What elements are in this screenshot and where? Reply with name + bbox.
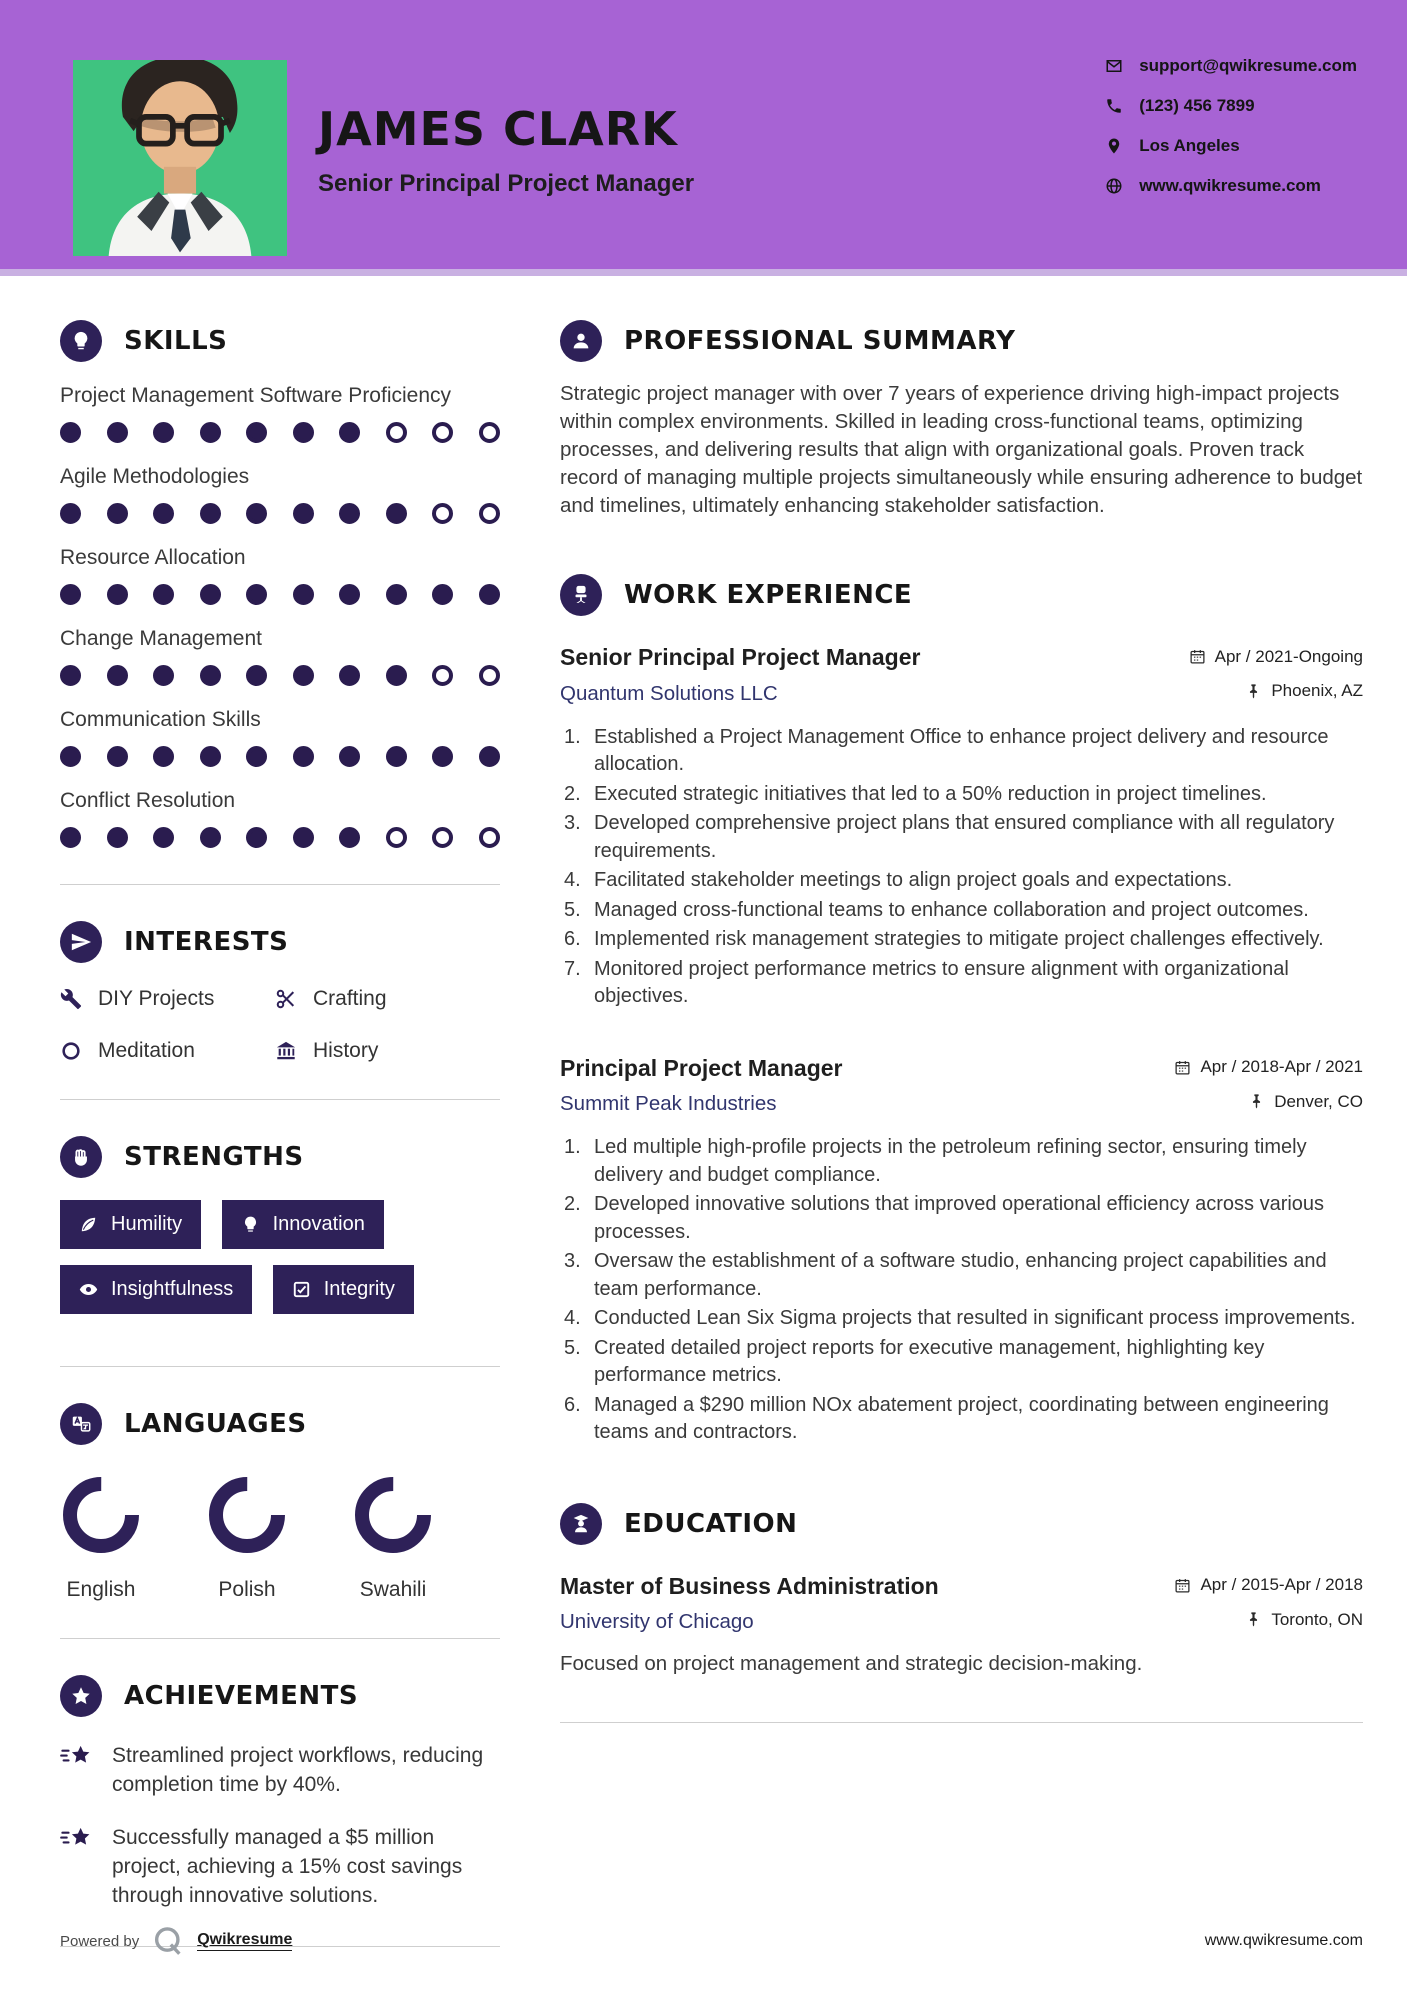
eye-icon: [79, 1280, 98, 1299]
rating-dot-filled: [479, 584, 500, 605]
pushpin-icon: [1245, 1611, 1262, 1628]
job-dates: [1189, 647, 1363, 667]
skill-item: [60, 382, 500, 443]
achievement-item: [60, 1823, 500, 1910]
graduate-icon: [560, 1503, 602, 1545]
rating-dot-filled: [200, 827, 221, 848]
strength-label: Humility: [111, 1213, 183, 1235]
language-label: English: [66, 1578, 136, 1601]
rating-dot-filled: [386, 746, 407, 767]
skills-heading: SKILLS: [124, 326, 228, 356]
achievement-text: Successfully managed a $5 million project, achieving a 15% cost savings through innovative solutions.: [112, 1826, 463, 1907]
rating-dot-filled: [386, 503, 407, 524]
job-bullets: [564, 1134, 1363, 1447]
languages-section: [60, 1403, 500, 1602]
rating-dot-filled: [293, 665, 314, 686]
rating-dot-filled: [246, 665, 267, 686]
skill-rating: [60, 503, 500, 524]
job-bullet: Led multiple high-profile projects in the petroleum refining sector, ensuring timely delivery and budget compliance.: [594, 1136, 1307, 1186]
rating-dot-filled: [107, 665, 128, 686]
fist-icon: [60, 1136, 102, 1178]
location-icon: [1105, 137, 1123, 155]
skill-item: [60, 463, 500, 524]
contact-website: [1105, 176, 1357, 196]
interests-section: [60, 921, 500, 1063]
rating-dot-filled: [339, 584, 360, 605]
education-location-text: Toronto, ON: [1271, 1609, 1363, 1629]
contact-list: [1105, 56, 1357, 216]
skill-rating: [60, 422, 500, 443]
contact-phone-text: (123) 456 7899: [1139, 96, 1255, 115]
rating-dot-filled: [153, 422, 174, 443]
rating-dot-filled: [153, 584, 174, 605]
job-bullet: Managed a $290 million NOx abatement project, coordinating between engineering teams and contractors.: [594, 1393, 1329, 1443]
experience-section: [560, 574, 1363, 1447]
strength-badge: [273, 1265, 414, 1314]
degree-title: Master of Business Administration: [560, 1572, 939, 1599]
divider: [60, 1099, 500, 1100]
education-dates-text: Apr / 2015-Apr / 2018: [1200, 1575, 1363, 1594]
rating-dot-filled: [293, 503, 314, 524]
translate-icon: [60, 1403, 102, 1445]
rating-dot-empty: [479, 827, 500, 848]
rating-dot-filled: [339, 503, 360, 524]
rating-dot-filled: [60, 422, 81, 443]
qwikresume-logo-icon: [151, 1924, 185, 1958]
rating-dot-filled: [293, 422, 314, 443]
email-icon: [1105, 57, 1123, 75]
rating-dot-filled: [339, 827, 360, 848]
skill-label: Resource Allocation: [60, 546, 246, 569]
achievements-heading: ACHIEVEMENTS: [124, 1681, 359, 1711]
calendar-icon: [1174, 1059, 1191, 1076]
language-item: [352, 1475, 434, 1602]
rating-dot-filled: [246, 746, 267, 767]
check-square-icon: [292, 1280, 311, 1299]
rating-dot-filled: [60, 746, 81, 767]
rating-dot-filled: [246, 503, 267, 524]
summary-heading: PROFESSIONAL SUMMARY: [624, 326, 1016, 356]
rating-dot-filled: [153, 746, 174, 767]
rating-dot-empty: [479, 503, 500, 524]
strengths-section: [60, 1136, 500, 1330]
qwikresume-link[interactable]: Qwikresume: [197, 1931, 292, 1951]
rating-dot-empty: [432, 665, 453, 686]
skills-section: [60, 320, 500, 848]
language-item: [60, 1475, 142, 1602]
job-entry: [560, 1055, 1363, 1447]
rating-dot-filled: [386, 584, 407, 605]
shooting-star-icon: [60, 1743, 94, 1773]
rating-dot-filled: [246, 584, 267, 605]
globe-icon: [1105, 177, 1123, 195]
interest-label: Meditation: [98, 1039, 195, 1062]
divider: [60, 1638, 500, 1639]
education-location: [1245, 1610, 1363, 1630]
strength-badge: [60, 1200, 201, 1249]
language-arc: [207, 1475, 287, 1555]
rating-dot-filled: [107, 746, 128, 767]
job-dates-text: Apr / 2018-Apr / 2021: [1200, 1057, 1363, 1076]
skill-label: Communication Skills: [60, 708, 261, 731]
interest-label: DIY Projects: [98, 987, 215, 1010]
paper-plane-icon: [60, 921, 102, 963]
calendar-icon: [1174, 1577, 1191, 1594]
rating-dot-filled: [200, 503, 221, 524]
company-name: Quantum Solutions LLC: [560, 681, 778, 705]
language-label: Swahili: [359, 1578, 427, 1601]
skill-item: [60, 544, 500, 605]
divider: [60, 884, 500, 885]
profile-photo: [73, 60, 287, 256]
skill-item: [60, 625, 500, 686]
rating-dot-filled: [107, 422, 128, 443]
interest-label: History: [313, 1039, 379, 1062]
leaf-icon: [79, 1215, 98, 1234]
skill-label: Change Management: [60, 627, 262, 650]
rating-dot-empty: [479, 422, 500, 443]
job-bullets: [564, 724, 1363, 1011]
education-section: [560, 1503, 1363, 1724]
wrench-icon: [60, 988, 82, 1010]
footer-website: www.qwikresume.com: [1204, 1932, 1363, 1949]
strength-badge: [222, 1200, 384, 1249]
shooting-star-icon: [60, 1825, 94, 1855]
interest-item: [60, 987, 275, 1011]
job-bullet: Developed comprehensive project plans that ensured compliance with all regulatory requirements.: [594, 812, 1335, 862]
rating-dot-filled: [246, 827, 267, 848]
right-column: [560, 320, 1363, 1983]
contact-location: [1105, 136, 1357, 156]
rating-dot-filled: [200, 665, 221, 686]
rating-dot-empty: [479, 665, 500, 686]
skill-rating: [60, 584, 500, 605]
rating-dot-filled: [339, 422, 360, 443]
job-bullet: Facilitated stakeholder meetings to align project goals and expectations.: [594, 869, 1233, 891]
job-entry: [560, 644, 1363, 1011]
rating-dot-filled: [432, 746, 453, 767]
star-icon: [60, 1675, 102, 1717]
language-arc: [353, 1475, 433, 1555]
skill-item: [60, 706, 500, 767]
left-column: [60, 320, 500, 1983]
divider: [560, 1722, 1363, 1723]
contact-location-text: Los Angeles: [1139, 136, 1240, 155]
office-chair-icon: [560, 574, 602, 616]
rating-dot-filled: [200, 422, 221, 443]
museum-icon: [275, 1040, 297, 1062]
powered-by-text: Powered by: [60, 1932, 140, 1950]
job-bullet: Oversaw the establishment of a software studio, enhancing project capabilities and team performance.: [594, 1250, 1327, 1300]
education-note: Focused on project management and strategic decision-making.: [560, 1652, 1143, 1675]
contact-email: [1105, 56, 1357, 76]
person-name: JAMES CLARK: [318, 102, 678, 156]
rating-dot-filled: [153, 503, 174, 524]
contact-phone: [1105, 96, 1357, 116]
language-item: [206, 1475, 288, 1602]
languages-heading: LANGUAGES: [124, 1409, 307, 1439]
job-bullet: Monitored project performance metrics to ensure alignment with organizational objectives.: [594, 957, 1289, 1007]
footer: [60, 1924, 1363, 1958]
rating-dot-empty: [432, 422, 453, 443]
job-bullet: Executed strategic initiatives that led to a 50% reduction in project timelines.: [594, 782, 1267, 805]
job-dates-text: Apr / 2021-Ongoing: [1214, 646, 1363, 666]
skill-rating: [60, 665, 500, 686]
divider: [60, 1366, 500, 1367]
education-heading: EDUCATION: [624, 1508, 798, 1539]
interest-item: [60, 1039, 275, 1063]
identity-block: [318, 102, 694, 198]
rating-dot-filled: [246, 422, 267, 443]
rating-dot-filled: [432, 584, 453, 605]
interest-item: [275, 1039, 500, 1063]
strength-label: Integrity: [323, 1278, 395, 1300]
avatar: [73, 60, 287, 256]
header-band: [0, 0, 1407, 276]
job-location: [1245, 681, 1363, 701]
school-name: University of Chicago: [560, 1610, 754, 1633]
strength-badge: [60, 1265, 252, 1314]
job-location: [1248, 1092, 1363, 1112]
person-title: Senior Principal Project Manager: [318, 170, 695, 197]
person-icon: [560, 320, 602, 362]
job-location-text: Phoenix, AZ: [1271, 681, 1363, 700]
rating-dot-filled: [60, 503, 81, 524]
strength-label: Innovation: [272, 1213, 365, 1235]
skill-label: Agile Methodologies: [60, 465, 250, 488]
rating-dot-filled: [200, 584, 221, 605]
job-title: Principal Project Manager: [560, 1054, 843, 1081]
circle-icon: [60, 1040, 82, 1062]
rating-dot-empty: [432, 503, 453, 524]
rating-dot-filled: [479, 746, 500, 767]
rating-dot-filled: [293, 584, 314, 605]
contact-website-text: www.qwikresume.com: [1139, 176, 1321, 195]
job-bullet: Created detailed project reports for executive management, highlighting key performance metrics.: [594, 1336, 1265, 1386]
interest-label: Crafting: [313, 987, 387, 1010]
rating-dot-filled: [386, 665, 407, 686]
rating-dot-filled: [339, 665, 360, 686]
skill-item: [60, 787, 500, 848]
rating-dot-empty: [386, 422, 407, 443]
job-bullet: Managed cross-functional teams to enhance collaboration and project outcomes.: [594, 898, 1309, 921]
skill-rating: [60, 827, 500, 848]
language-label: Polish: [218, 1578, 276, 1601]
rating-dot-filled: [60, 827, 81, 848]
education-dates: [1174, 1575, 1363, 1595]
summary-text: Strategic project manager with over 7 years of experience driving high-impact projects within complex environments. Skilled in leading cross-functional teams, optimizing processes, and delivering results that align with organizational goals. Proven track record of managing multiple projects simultaneously while ensuring adherence to budget and timelines, ultimately enhancing stakeholder satisfaction.: [560, 382, 1363, 517]
strength-label: Insightfulness: [111, 1278, 234, 1300]
job-location-text: Denver, CO: [1274, 1091, 1363, 1111]
contact-email-text: support@qwikresume.com: [1139, 56, 1357, 75]
experience-heading: WORK EXPERIENCE: [624, 580, 913, 610]
rating-dot-empty: [386, 827, 407, 848]
lightbulb-icon: [241, 1215, 260, 1234]
rating-dot-filled: [60, 584, 81, 605]
rating-dot-filled: [293, 827, 314, 848]
achievement-item: [60, 1741, 500, 1799]
skill-rating: [60, 746, 500, 767]
job-bullet: Conducted Lean Six Sigma projects that resulted in significant process improvements.: [594, 1307, 1356, 1329]
rating-dot-filled: [200, 746, 221, 767]
rating-dot-empty: [432, 827, 453, 848]
phone-icon: [1105, 97, 1123, 115]
strengths-heading: STRENGTHS: [124, 1142, 304, 1172]
language-arc: [61, 1475, 141, 1555]
rating-dot-filled: [293, 746, 314, 767]
interests-heading: INTERESTS: [124, 927, 289, 957]
achievement-text: Streamlined project workflows, reducing completion time by 40%.: [112, 1744, 484, 1796]
rating-dot-filled: [107, 584, 128, 605]
rating-dot-filled: [153, 665, 174, 686]
job-bullet: Implemented risk management strategies to mitigate project challenges effectively.: [594, 928, 1324, 950]
job-bullet: Established a Project Management Office to enhance project delivery and resource allocation.: [594, 725, 1329, 775]
skill-label: Project Management Software Proficiency: [60, 384, 452, 407]
skill-label: Conflict Resolution: [60, 789, 236, 812]
summary-section: [560, 320, 1363, 520]
lightbulb-icon: [60, 320, 102, 362]
rating-dot-filled: [107, 503, 128, 524]
interest-item: [275, 987, 500, 1011]
pushpin-icon: [1245, 683, 1262, 700]
scissors-icon: [275, 988, 297, 1010]
pushpin-icon: [1248, 1093, 1265, 1110]
company-name: Summit Peak Industries: [560, 1092, 777, 1115]
calendar-icon: [1189, 648, 1206, 665]
rating-dot-filled: [339, 746, 360, 767]
rating-dot-filled: [153, 827, 174, 848]
achievements-section: [60, 1675, 500, 1910]
job-bullet: Developed innovative solutions that improved operational efficiency across various processes.: [594, 1193, 1325, 1243]
job-title: Senior Principal Project Manager: [560, 644, 921, 670]
rating-dot-filled: [60, 665, 81, 686]
job-dates: [1174, 1057, 1363, 1077]
rating-dot-filled: [107, 827, 128, 848]
